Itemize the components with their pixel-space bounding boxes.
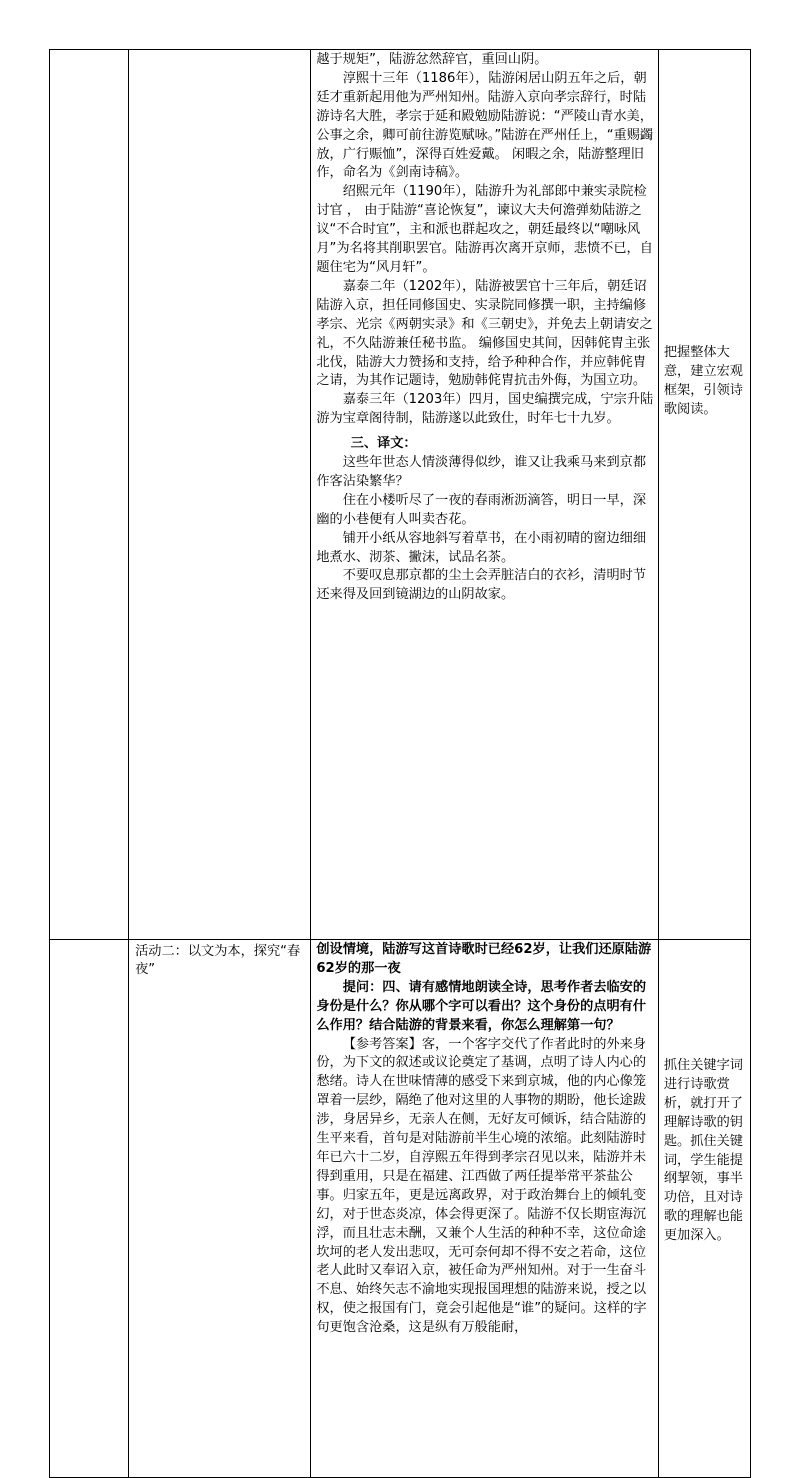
translation-line: 这些年世态人情淡薄得似纱，谁又让我乘马来到京都作客沾染繁华？	[316, 455, 647, 489]
content-cell	[311, 940, 658, 1478]
paragraph: 淳熙十三年（1186年），陆游闲居山阴五年之后，朝廷才重新起用他为严州知州。陆游入京向孝宗辞行，时陆游诗名大胜，孝宗于延和殿勉励陆游说：“严陵山青水美，公事之余，卿可前往游览赋咏。”陆游在严州任上，“重赐蠲放，广行赈恤”，深得百姓爱戴。 闲暇之余，陆游整理旧作，命名为《剑南诗稿》。	[316, 70, 654, 181]
translation-line: 铺开小纸从容地斜写着草书，在小雨初晴的窗边细细地煮水、沏茶、撇沫，试品名茶。	[316, 530, 647, 565]
design-intent-cell	[658, 940, 750, 1478]
translation-heading: 三、译文：	[350, 436, 417, 452]
scenario-intro: 创设情境，陆游写这首诗歌时已经62岁，让我们还原陆游62岁的那一夜	[316, 942, 652, 976]
empty-cell	[129, 50, 311, 940]
question: 提问：四、请有感情地朗读全诗，思考作者去临安的身份是什么？你从哪个字可以看出？这个身份的点明有什么作用？结合陆游的背景来看，你怎么理解第一句？	[316, 979, 647, 1033]
design-intent-note: 把握整体大意，建立宏观框架，引领诗歌阅读。	[663, 345, 743, 417]
translation-line: 住在小楼听尽了一夜的春雨淅沥滴答，明日一早，深幽的小巷便有人叫卖杏花。	[316, 492, 647, 527]
activity-cell	[129, 940, 311, 1478]
reference-answer: 【参考答案】客，一个客字交代了作者此时的外来身份，为下文的叙述或议论奠定了基调，点明了诗人内心的愁绪。诗人在世味情薄的感受下来到京城，他的内心像笼罩着一层纱，隔绝了他对这里的人事物的期盼，他长途跋涉，身居异乡，无亲人在侧，无好友可倾诉，结合陆游的生平来看，首句是对陆游前半生心境的浓缩。此刻陆游时年已六十二岁，自淳熙五年得到孝宗召见以来，陆游并未得到重用，只是在福建、江西做了两任提举常平茶盐公事。归家五年，更是远离政界，对于政治舞台上的倾轧变幻，对于世态炎凉，体会得更深了。陆游不仅长期宦海沉浮，而且壮志未酬，又兼个人生活的种种不幸，这位命途坎坷的老人发出悲叹，无可奈何却不得不安之若命，这位老人此时又奉诏入京，被任命为严州知州。对于一生奋斗不息、始终矢志不渝地实现报国理想的陆游来说，授之以权，使之报国有门，竟会引起他是“谁”的疑问。这样的字句更饱含沧桑，这是纵有万般能耐，	[316, 1036, 647, 1336]
design-intent-note: 抓住关键字词进行诗歌赏析，就打开了理解诗歌的钥匙。抓住关键词，学生能提纲挈领，事半功倍，且对诗歌的理解也能更加深入。	[663, 1058, 743, 1244]
paragraph: 绍熙元年（1190年），陆游升为礼部郎中兼实录院检讨官 ， 由于陆游“喜论恢复”，谏议大夫何澹弹劾陆游之议“不合时宜”，主和派也群起攻之，朝廷最终以“嘲咏风月”为名将其削职罢官。陆游再次离开京师，悲愤不已，自题住宅为“风月轩”。	[316, 184, 653, 275]
table-row	[50, 940, 751, 1478]
content-cell	[311, 50, 658, 940]
paragraph: 越于规矩”，陆游忿然辞官，重回山阴。	[316, 52, 548, 67]
paragraph: 嘉泰二年（1202年），陆游被罢官十三年后，朝廷诏陆游入京，担任同修国史、实录院同修撰一职，主持编修孝宗、光宗《两朝实录》和《三朝史》，并免去上朝请安之礼，不久陆游兼任秘书监。 编修国史其间，因韩侂胄主张北伐，陆游大力赞扬和支持，给予种种合作，并应韩侂胄之请，为其作记题诗，勉励韩侂胄抗击外侮，为国立功。	[316, 278, 653, 389]
table-row	[50, 50, 751, 940]
design-intent-cell	[658, 50, 750, 940]
activity-title: 活动二：以文为本，探究“春夜”	[135, 944, 301, 977]
lesson-plan-table	[49, 49, 751, 1478]
empty-cell	[50, 940, 129, 1478]
paragraph: 嘉泰三年（1203年）四月，国史编撰完成，宁宗升陆游为宝章阁待制，陆游遂以此致仕，时年七十九岁。	[316, 392, 654, 427]
empty-cell	[50, 50, 129, 940]
translation-line: 不要叹息那京都的尘土会弄脏洁白的衣衫，清明时节还来得及回到镜湖边的山阴故家。	[316, 568, 647, 603]
